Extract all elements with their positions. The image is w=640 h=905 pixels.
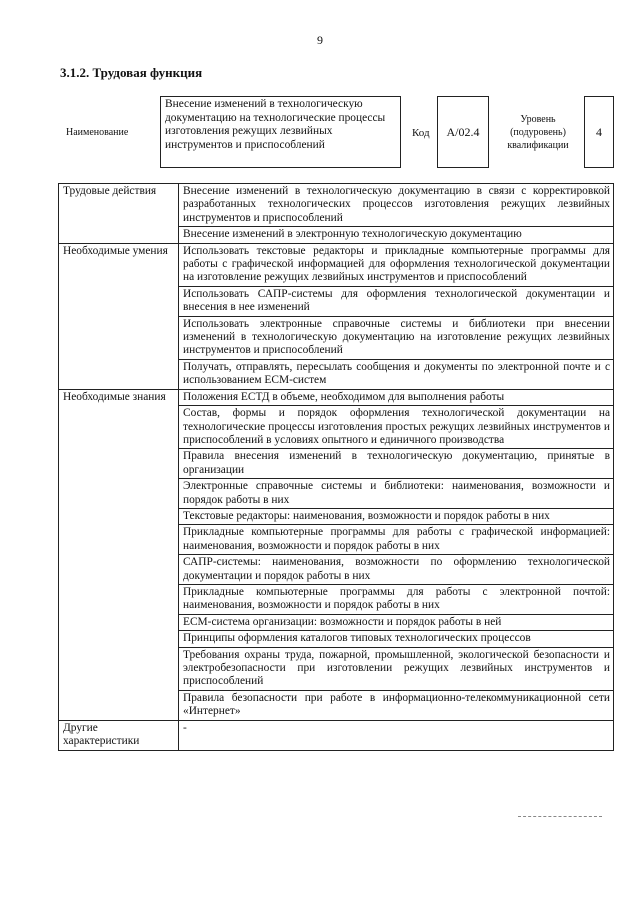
table-row <box>59 720 614 750</box>
section-title: 3.1.2. Трудовая функция <box>60 65 203 80</box>
table-row <box>59 184 614 227</box>
level-label: Уровень (подуровень) квалификации <box>507 114 569 151</box>
knowledge-item: ECM-система организации: возможности и порядок работы в ней <box>179 614 614 630</box>
skill-item: Использовать электронные справочные системы и библиотеки при внесении изменений в технологическую документацию на изготовление режущих лезвийных инструментов и приспособлений <box>179 316 614 359</box>
knowledge-item: Правила безопасности при работе в информационно-телекоммуникационной сети «Интернет» <box>179 690 614 720</box>
scan-mark <box>518 816 602 817</box>
labor-action-item: Внесение изменений в электронную технологическую документацию <box>179 227 614 243</box>
knowledge-item: САПР-системы: наименования, возможности по оформлению технологической документации и порядок работы в них <box>179 555 614 585</box>
skill-item: Использовать текстовые редакторы и прикладные компьютерные программы для работы с графической информацией для оформления технологической документации на изготовление режущих лезвийных инструментов и приспособлений <box>179 243 614 286</box>
labor-actions-label: Трудовые действия <box>59 184 179 244</box>
knowledge-item: Принципы оформления каталогов типовых технологических процессов <box>179 631 614 647</box>
other-label: Другие характеристики <box>59 720 179 750</box>
table-row <box>59 389 614 405</box>
skill-item: Получать, отправлять, пересылать сообщения и документы по электронной почте и с использованием ECM-систем <box>179 359 614 389</box>
knowledge-item: Текстовые редакторы: наименования, возможности и порядок работы в них <box>179 508 614 524</box>
knowledge-item: Прикладные компьютерные программы для работы с графической информацией: наименования, возможности и порядок работы в них <box>179 525 614 555</box>
qualification-level: 4 <box>584 96 614 168</box>
code-label: Код <box>412 127 430 139</box>
skills-label: Необходимые умения <box>59 243 179 389</box>
knowledge-label: Необходимые знания <box>59 389 179 720</box>
table-row <box>59 243 614 286</box>
page-number: 9 <box>317 33 323 47</box>
knowledge-item: Положения ЕСТД в объеме, необходимом для выполнения работы <box>179 389 614 405</box>
function-table <box>58 183 614 751</box>
function-code: A/02.4 <box>437 96 489 168</box>
knowledge-item: Состав, формы и порядок оформления технологической документации на технологические процессы изготовления простых режущих лезвийных инструментов и приспособлений в условиях опытного и единичного производства <box>179 406 614 449</box>
knowledge-item: Электронные справочные системы и библиотеки: наименования, возможности и порядок работы в них <box>179 479 614 509</box>
function-name: Внесение изменений в технологическую документацию на технологические процессы изготовления режущих лезвийных инструментов и приспособлений <box>160 96 401 168</box>
name-label: Наименование <box>66 127 129 138</box>
knowledge-item: Требования охраны труда, пожарной, промышленной, экологической безопасности и электробезопасности при изготовлении режущих лезвийных инструментов и приспособлений <box>179 647 614 690</box>
knowledge-item: Прикладные компьютерные программы для работы с электронной почтой: наименования, возможности и порядок работы в них <box>179 584 614 614</box>
other-value: - <box>179 720 614 750</box>
labor-action-item: Внесение изменений в технологическую документацию в связи с корректировкой разработанных технологических процессов изготовления режущих лезвийных инструментов и приспособлений <box>179 184 614 227</box>
skill-item: Использовать САПР-системы для оформления технологической документации и внесения в нее изменений <box>179 286 614 316</box>
knowledge-item: Правила внесения изменений в технологическую документацию, принятые в организации <box>179 449 614 479</box>
